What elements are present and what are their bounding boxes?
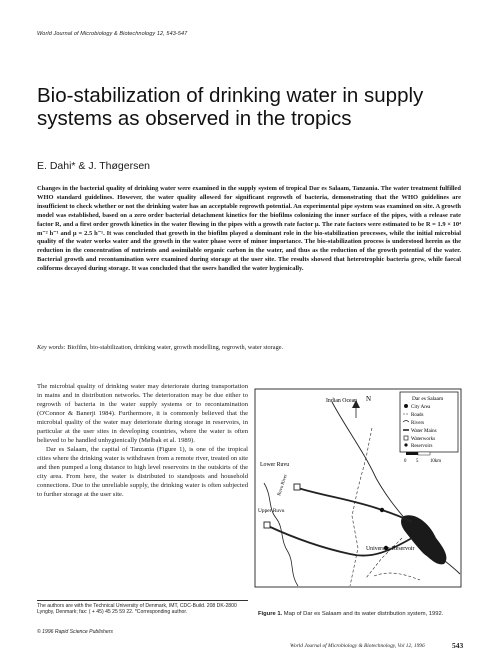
- label-ruvu-river: Ruvu River: [277, 473, 289, 497]
- keywords-label: Key words:: [37, 344, 66, 351]
- legend-mains: Water Mains: [411, 429, 437, 434]
- ruvu-river: [264, 483, 298, 586]
- body-text: [37, 382, 248, 499]
- copyright: © 1996 Rapid Science Publishers: [37, 629, 113, 635]
- footnote: The authors are with the Technical University of Denmark, IMT, CDC-Build. 208 DK-2800 Lyngby, Denmark; fax: ( + 45) 45 25 59 22. *Corresponding author.: [37, 603, 237, 616]
- journal-footer: World Journal of Microbiology & Biotechnology, Vol 12, 1996: [290, 643, 425, 649]
- legend-waterworks: Waterworks: [411, 437, 436, 442]
- scale-start: 0: [404, 459, 407, 464]
- scale-mid: 5: [416, 459, 419, 464]
- legend-waterworks-icon: [404, 436, 408, 440]
- scale-end: 10km: [430, 459, 441, 464]
- caption-text: Map of Dar es Salaam and its water distribution system, 1992.: [283, 611, 444, 617]
- body-paragraph: The microbial quality of drinking water may deteriorate during transportation in mains and in distribution networks. The deterioration may be due either to regrowth of bacteria in the water supply systems or to recontamination (O'Connor & Banerji 1984). Furthermore, it is commonly believed that the microbial quality of the water may deteriorate during storage in reservoirs, in particular at the user sites in developing countries, where the water is often believed to be handled unhygienically (Mølbak et al. 1989).: [37, 383, 248, 444]
- label-indian-ocean: Indian Ocean: [326, 398, 358, 404]
- water-main-lower: [298, 488, 412, 522]
- road-1: [350, 428, 372, 586]
- journal-header: World Journal of Microbiology & Biotechnology 12, 543-547: [37, 31, 188, 37]
- reservoir-1: [380, 508, 384, 512]
- label-lower-ruvu: Lower Ruvu: [260, 462, 290, 468]
- figure-map: [254, 388, 462, 588]
- legend-roads: Roads: [411, 413, 424, 418]
- waterworks-upper: [264, 522, 270, 528]
- body-paragraph: Dar es Salaam, the capital of Tanzania (Figure 1), is one of the tropical cities where the drinking water is withdrawn from a remote river, treated on site and then pumped a long distance to high level reservoirs in the outskirts of the city area. From here, the water is distributed to standposts and household connections. Due to the unreliable supply, the drinking water is often subjected to further storage at the user site.: [37, 446, 248, 498]
- road-3: [374, 573, 420, 580]
- keywords-text: Biofilm, bio-stabilization, drinking water, growth modelling, regrowth, water storage.: [67, 344, 284, 351]
- keywords: [37, 344, 461, 352]
- legend-rivers: Rivers: [411, 421, 425, 426]
- legend-title: Dar es Salaam: [412, 396, 444, 402]
- map-svg: [254, 388, 462, 588]
- article-authors: E. Dahi* & J. Thøgersen: [37, 160, 151, 172]
- label-university-reservoir: University Reservoir: [366, 546, 415, 552]
- scale-bar-left: [406, 452, 418, 455]
- label-upper-ruvu: Upper Ruvu: [258, 508, 285, 514]
- road-2: [366, 538, 402, 578]
- waterworks-lower: [294, 484, 300, 490]
- scale-bar-right: [418, 452, 430, 455]
- footnote-divider: [37, 600, 248, 601]
- page-number: 543: [452, 641, 464, 650]
- figure-caption: [258, 611, 458, 618]
- legend-city: City Area: [411, 405, 431, 410]
- north-label: N: [366, 395, 372, 403]
- article-title: Bio-stabilization of drinking water in supply systems as observed in the tropics: [37, 84, 424, 130]
- legend-reservoirs: Reservoirs: [411, 444, 433, 449]
- caption-label: Figure 1.: [258, 611, 283, 617]
- legend-city-icon: [404, 404, 408, 408]
- legend-reservoirs-icon: [404, 443, 407, 446]
- abstract: Changes in the bacterial quality of drinking water were examined in the supply system of tropical Dar es Salaam, Tanzania. The water treatment fulfilled WHO standard guidelines. However, the water quality allowed for significant regrowth of bacteria, demonstrating that the WHO guidelines are insufficient to check whether or not the drinking water has an acceptable regrowth potential. An experimental pipe system was examined on site. A growth model was established, based on a zero order bacterial detachment kinetics for the biofilms colonizing the inner surface of the pipes, with a release rate factor R, and a first order growth kinetics in the water flowing in the pipes with a growth rate factor μ. The rate factors were estimated to be R = 1.9 × 10⁴ m⁻² h⁻¹ and μ = 2.5 h⁻¹. It was concluded that growth in the biofilm played a dominant role in the bio-stabilization processes, while the initial microbial quality of the water works water and the growth in the water phase were of minor importance. The bio-stabilization process is understood herein as the reduction in the concentration of nutrients and assimilable organic carbon in the water, and thus as the reduction of the growth potential of the water. Bacterial growth and recontamination were examined during storage at the user site. The results showed that heterotrophic bacteria grew, while faecal coliforms decayed during storage. It was concluded that the users handled the water hygienically.: [37, 185, 461, 273]
